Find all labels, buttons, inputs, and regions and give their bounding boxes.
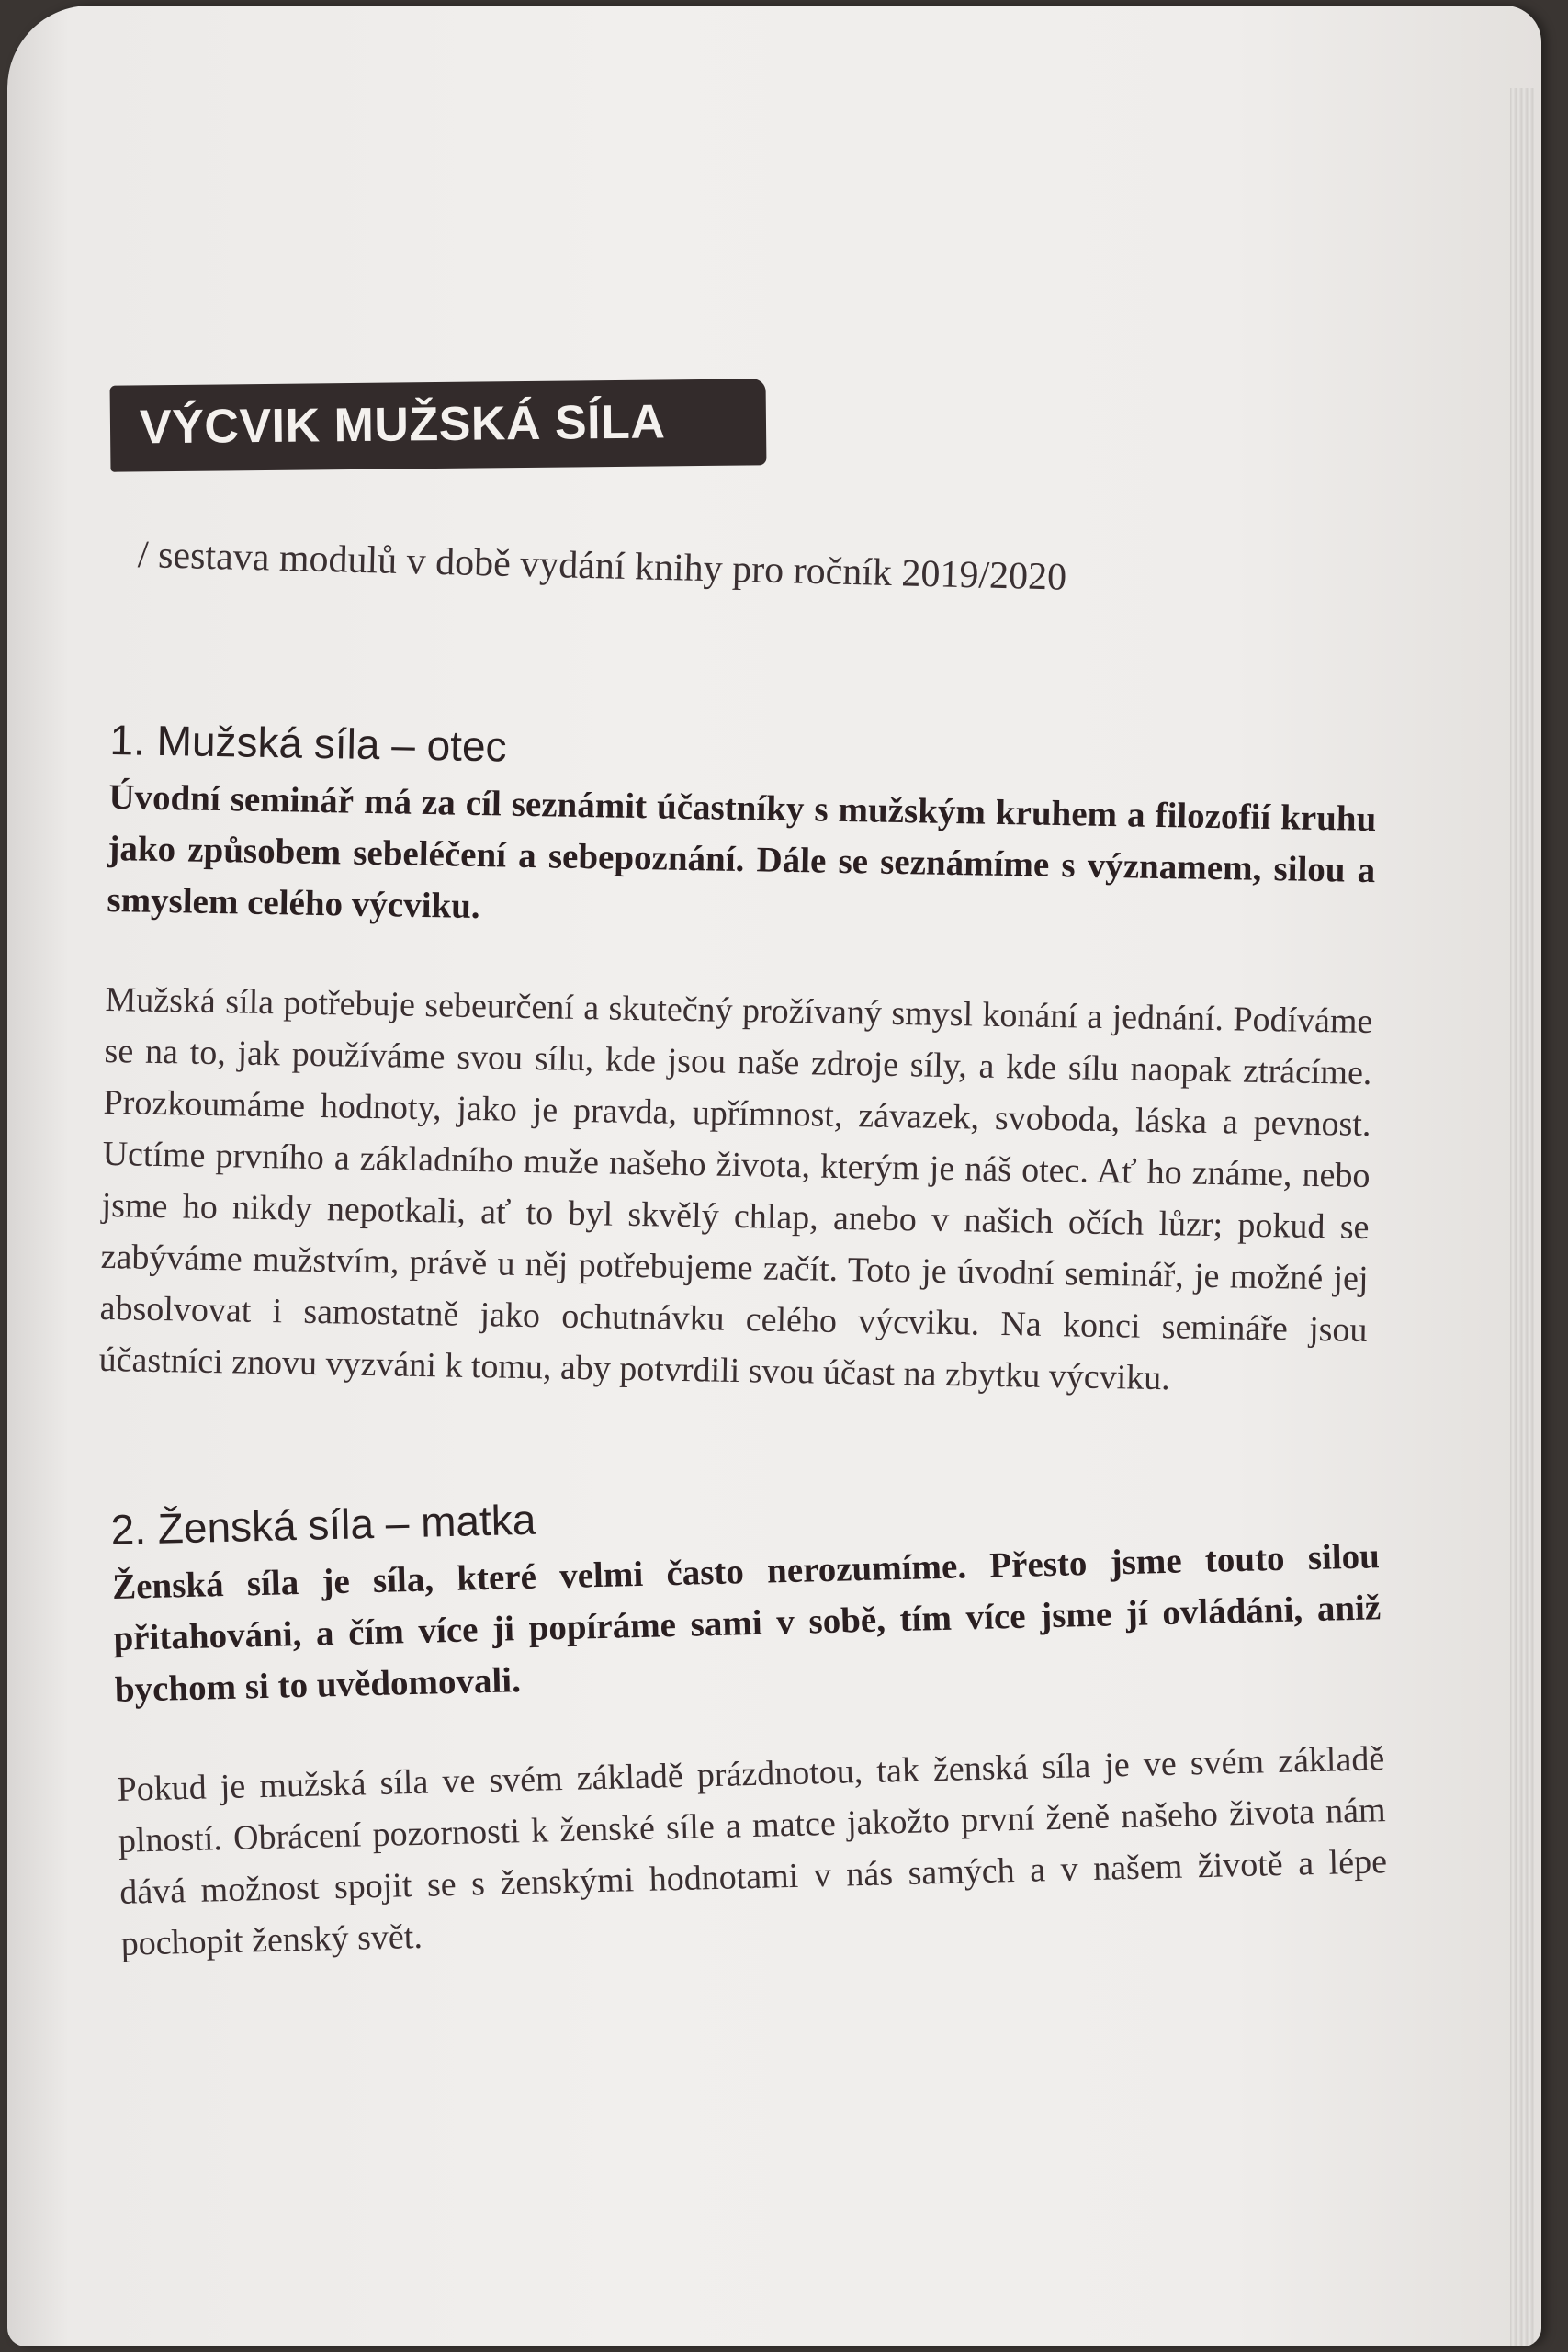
section-lead: Ženská síla je síla, které velmi často nerozumíme. Přesto jsme touto silou přitahováni, a čím více ji popíráme sami v sobě, tím více jsme jí ovládáni, aniž bychom si to uvědomovali. bbox=[111, 1536, 1382, 1710]
section-title: 2. Ženská síla – matka bbox=[110, 1495, 536, 1554]
section-body: Pokud je mužská síla ve svém základě prázdnotou, tak ženská síla je ve svém základě plností. Obrácení pozornosti k ženské síle a matce jakožto první ženě našeho života nám dává možnost spojit se s ženskými hodnotami v nás samých a v našem životě a lépe pochopit ženský svět. bbox=[117, 1739, 1388, 1963]
section-2 bbox=[110, 1474, 1389, 1970]
book-page bbox=[7, 6, 1541, 2346]
subtitle: / sestava modulů v době vydání knihy pro ročník 2019/2020 bbox=[137, 534, 1067, 599]
section-body: Mužská síla potřebuje sebeurčení a skutečný prožívaný smysl konání a jednání. Podíváme se na to, jak používáme svou sílu, kde jsou naše zdroje síly, a kde sílu naopak ztrácíme. Prozkoumáme hodnoty, jako je pravda, upřímnost, závazek, svoboda, láska a pevnost. Uctíme prvního a základního muže našeho života, kterým je náš otec. Ať ho známe, nebo jsme ho nikdy nepotkali, ať to byl skvělý chlap, anebo v našich očích lůzr; pokud se zabýváme mužstvím, právě u něj potřebujeme začít. Toto je úvodní seminář, je možné jej absolvovat i samostatně jako ochutnávku celého výcviku. Na konci semináře jsou účastníci znovu vyzváni k tomu, aby potvrdili svou účast na zbytku výcviku. bbox=[98, 979, 1373, 1398]
section-title: 1. Mužská síla – otec bbox=[109, 715, 508, 771]
chapter-heading: VÝCVIK MUŽSKÁ SÍLA bbox=[110, 379, 767, 471]
page-edge-stack bbox=[1510, 88, 1534, 2346]
section-1 bbox=[98, 715, 1378, 1408]
page-content bbox=[98, 382, 1388, 1970]
section-lead: Úvodní seminář má za cíl seznámit účastníky s mužským kruhem a filozofií kruhu jako způsobem sebeléčení a sebepoznání. Dále se seznámíme s významem, silou a smyslem celého výcviku. bbox=[107, 776, 1377, 927]
